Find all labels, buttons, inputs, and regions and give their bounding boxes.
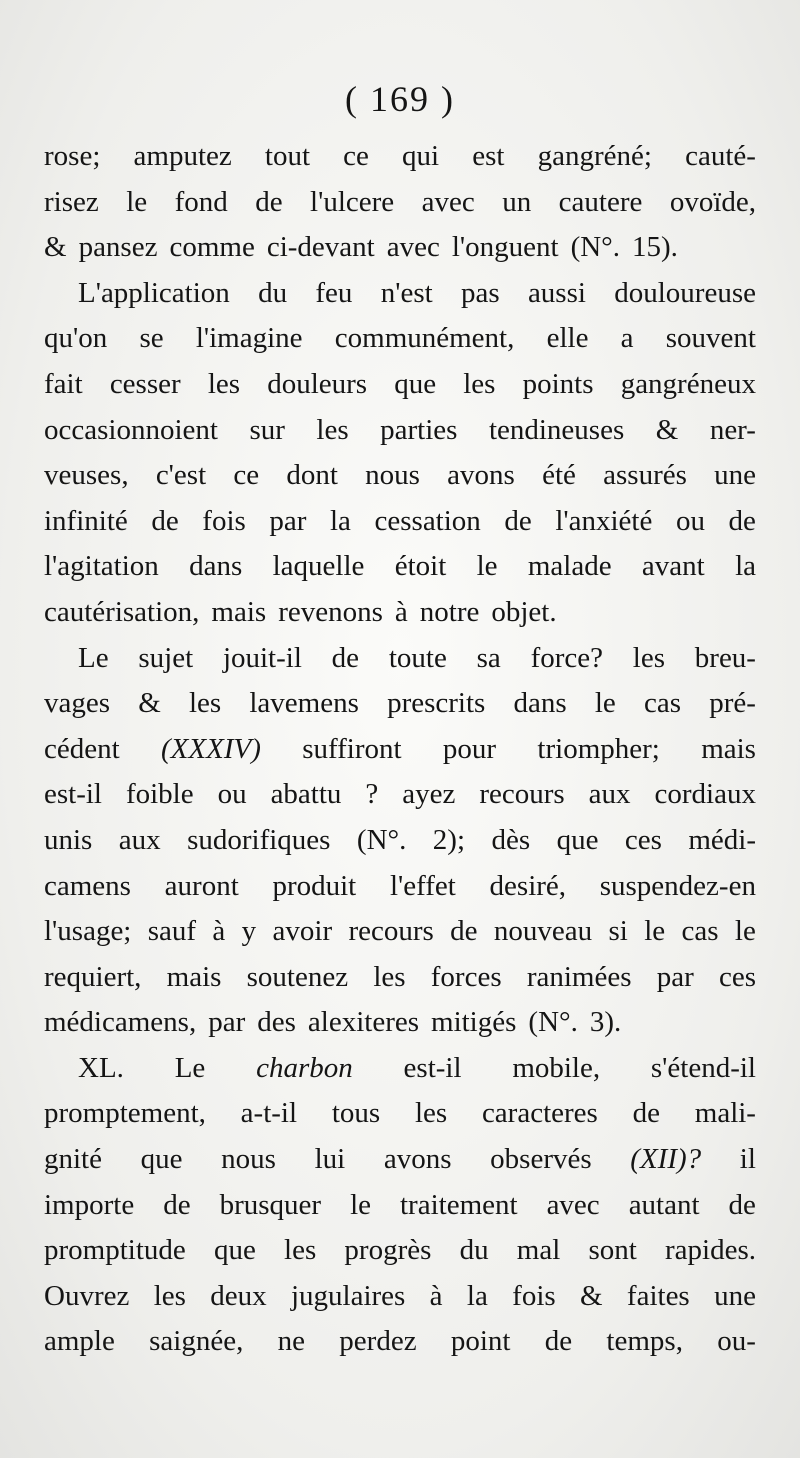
word: assurés	[603, 459, 687, 492]
word: pansez	[78, 231, 158, 264]
word: observés	[490, 1143, 592, 1176]
word: Le	[174, 1051, 206, 1084]
page-number: ( 169 )	[345, 79, 455, 119]
word: l'imagine	[195, 322, 303, 355]
word: parties	[380, 413, 458, 446]
text-line	[44, 590, 756, 636]
word: tendineuses	[488, 413, 625, 446]
word: recours	[479, 778, 565, 811]
word: à	[394, 595, 408, 628]
word: fois	[512, 1279, 556, 1312]
word: pour	[442, 732, 497, 765]
word: XL.	[78, 1051, 124, 1084]
paragraph-3	[44, 636, 756, 1046]
word: l'agitation	[44, 550, 159, 583]
word: recours	[348, 915, 434, 948]
word: ranimées	[526, 960, 632, 993]
word: temps,	[606, 1325, 683, 1358]
word: si	[608, 915, 628, 948]
word: requiert,	[44, 960, 142, 993]
word: sa	[476, 641, 501, 674]
word: il	[739, 1143, 756, 1176]
word: suffiront	[302, 732, 402, 765]
word: mais	[166, 960, 222, 993]
word: breu-	[694, 641, 756, 674]
word: de	[151, 504, 179, 537]
word: l'anxiété	[555, 504, 653, 537]
text-line	[44, 864, 756, 910]
word: du	[258, 276, 288, 309]
word: de	[331, 641, 360, 674]
word: unis	[44, 823, 93, 856]
word: mitigés	[431, 1006, 517, 1039]
word: mal	[516, 1234, 561, 1267]
word: &	[138, 687, 161, 720]
word: le	[644, 915, 666, 948]
word: &	[580, 1279, 603, 1312]
word: toute	[388, 641, 447, 674]
word: faites	[626, 1279, 690, 1312]
word: ce	[343, 140, 369, 172]
word: (XII)?	[630, 1143, 702, 1176]
word: fait	[44, 367, 83, 400]
word: (N°.	[528, 1006, 578, 1039]
word: 2);	[432, 823, 466, 856]
word: L'application	[78, 276, 230, 309]
word: lavemens	[249, 687, 359, 720]
word: ou-	[717, 1325, 756, 1358]
text-line	[44, 408, 756, 454]
word: jouit-il	[222, 641, 302, 674]
word: le	[594, 687, 616, 720]
word: infinité	[44, 504, 128, 537]
text-line	[44, 772, 756, 818]
word: prescrits	[387, 687, 486, 720]
word: médicamens,	[44, 1006, 197, 1039]
word: de	[450, 915, 478, 948]
word: ou	[217, 778, 247, 811]
text-line	[44, 955, 756, 1001]
word: y	[241, 915, 257, 948]
word: ample	[44, 1325, 115, 1358]
word: une	[714, 1279, 756, 1312]
word: point	[450, 1325, 511, 1358]
word: la	[735, 550, 756, 583]
word: s'étend-il	[650, 1051, 756, 1084]
text-line	[44, 727, 756, 773]
word: points	[522, 367, 594, 400]
word: ner-	[709, 413, 756, 446]
word: de	[632, 1097, 660, 1130]
word: avant	[641, 550, 705, 583]
word: gangréneux	[620, 367, 756, 400]
word: dans	[189, 550, 243, 583]
word: de	[255, 185, 283, 218]
word: mobile,	[512, 1051, 601, 1084]
word: les	[284, 1234, 317, 1267]
word: malade	[527, 550, 612, 583]
word: est-il	[44, 778, 102, 811]
word: a	[620, 322, 634, 355]
word: perdez	[339, 1325, 417, 1358]
word: comme	[169, 231, 255, 264]
word: tous	[331, 1097, 381, 1130]
word: cautérisation,	[44, 595, 200, 628]
word: ci-devant	[266, 231, 375, 264]
word: ces	[624, 823, 662, 856]
text-line	[44, 1183, 756, 1229]
word: médi-	[688, 823, 756, 856]
word: ayez	[402, 778, 456, 811]
word: cauté-	[685, 140, 756, 172]
word: alexiteres	[307, 1006, 420, 1039]
word: avoir	[272, 915, 333, 948]
word: douloureuse	[614, 276, 756, 309]
word: pré-	[709, 687, 756, 720]
word: les	[373, 960, 406, 993]
text-line	[44, 544, 756, 590]
word: nous	[365, 459, 420, 492]
word: aux	[118, 823, 161, 856]
word: que	[556, 823, 599, 856]
word: brusquer	[219, 1188, 322, 1221]
word: des	[257, 1006, 296, 1039]
word: le	[476, 550, 498, 583]
paragraph-1	[44, 134, 756, 271]
word: les	[463, 367, 496, 400]
word: rapides.	[665, 1234, 756, 1267]
text-line	[44, 316, 756, 362]
word: jugulaires	[290, 1279, 406, 1312]
text-line	[44, 681, 756, 727]
text-line	[44, 453, 756, 499]
word: de	[728, 1188, 756, 1221]
word: traitement	[400, 1188, 518, 1221]
text-line	[44, 225, 756, 271]
word: cordiaux	[654, 778, 756, 811]
word: gnité	[44, 1143, 102, 1176]
word: suspendez-en	[599, 869, 756, 902]
word: que	[213, 1234, 256, 1267]
text-line	[44, 499, 756, 545]
text-line	[44, 134, 756, 180]
text-line	[44, 1319, 756, 1365]
word: de	[504, 504, 532, 537]
word: par	[208, 1006, 246, 1039]
word: que	[140, 1143, 183, 1176]
word: avec	[386, 231, 440, 264]
word: un	[502, 185, 532, 218]
word: par	[269, 504, 307, 537]
word: les	[153, 1279, 186, 1312]
word: mais	[211, 595, 267, 628]
word: Ouvrez	[44, 1279, 130, 1312]
word: est-il	[403, 1051, 462, 1084]
paragraph-4	[44, 1046, 756, 1365]
word: dont	[286, 459, 338, 492]
text-line	[44, 180, 756, 226]
word: occasionnoient	[44, 413, 218, 446]
word: le	[126, 185, 148, 218]
text-line	[44, 1046, 756, 1092]
word: les	[414, 1097, 448, 1130]
word: sont	[588, 1234, 637, 1267]
word: le	[350, 1188, 371, 1221]
word: deux	[210, 1279, 267, 1312]
word: triompher;	[537, 732, 660, 765]
word: ?	[365, 778, 379, 811]
word: communément,	[334, 322, 515, 355]
word: autant	[628, 1188, 700, 1221]
text-line	[44, 909, 756, 955]
word: par	[656, 960, 694, 993]
word: gangréné;	[537, 140, 652, 172]
word: la	[329, 504, 351, 537]
word: &	[655, 413, 679, 446]
body-text	[44, 134, 756, 1365]
word: saignée,	[149, 1325, 244, 1358]
word: force?	[530, 641, 603, 674]
word: fois	[202, 504, 246, 537]
text-line	[44, 362, 756, 408]
word: étoit	[394, 550, 447, 583]
word: le	[734, 915, 756, 948]
word: les	[207, 367, 241, 400]
word: se	[139, 322, 164, 355]
word: nouveau	[493, 915, 593, 948]
word: camens	[44, 869, 131, 902]
word: sujet	[138, 641, 194, 674]
word: laquelle	[272, 550, 365, 583]
word: promptement,	[44, 1097, 206, 1130]
word: de	[544, 1325, 573, 1358]
text-line	[44, 818, 756, 864]
word: l'usage;	[44, 915, 132, 948]
word: vages	[44, 687, 111, 720]
word: l'onguent	[451, 231, 559, 264]
word: dès	[491, 823, 531, 856]
word: a-t-il	[240, 1097, 298, 1130]
word: ovoïde,	[669, 185, 756, 218]
word: ou	[675, 504, 705, 537]
word: aussi	[527, 276, 586, 309]
word: mais	[701, 732, 756, 765]
word: ce	[233, 459, 260, 492]
word: pas	[460, 276, 500, 309]
word: l'ulcere	[310, 185, 395, 218]
word: desiré,	[489, 869, 567, 902]
word: cautere	[558, 185, 643, 218]
word: rose;	[44, 140, 101, 172]
word: dans	[513, 687, 567, 720]
word: cessation	[374, 504, 481, 537]
word: de	[728, 504, 756, 537]
word: veuses,	[44, 459, 129, 492]
word: elle	[546, 322, 589, 355]
word: été	[542, 459, 576, 492]
word: cesser	[109, 367, 181, 400]
word: que	[394, 367, 437, 400]
word: mali-	[694, 1097, 756, 1130]
word: notre	[419, 595, 480, 628]
paragraph-2	[44, 271, 756, 636]
word: soutenez	[246, 960, 349, 993]
word: de	[163, 1188, 191, 1221]
word: cas	[644, 687, 682, 720]
word: charbon	[256, 1051, 353, 1084]
word: avec	[421, 185, 475, 218]
text-line	[44, 636, 756, 682]
word: les	[188, 687, 222, 720]
word: du	[459, 1234, 489, 1267]
text-line	[44, 1000, 756, 1046]
word: fond	[174, 185, 228, 218]
word: c'est	[155, 459, 207, 492]
word: foible	[125, 778, 194, 811]
text-line	[44, 271, 756, 317]
word: tout	[264, 140, 311, 172]
word: la	[466, 1279, 488, 1312]
word: cédent	[44, 732, 120, 765]
word: avec	[546, 1188, 600, 1221]
text-line	[44, 1274, 756, 1320]
word: avons	[447, 459, 515, 492]
word: sur	[249, 413, 285, 446]
word: l'effet	[389, 869, 456, 902]
word: les	[316, 413, 349, 446]
word: les	[632, 641, 665, 674]
word: souvent	[665, 322, 756, 355]
word: Le	[78, 641, 109, 674]
word: qu'on	[44, 322, 108, 355]
text-line	[44, 1137, 756, 1183]
word: aux	[588, 778, 631, 811]
text-line	[44, 1228, 756, 1274]
word: ne	[277, 1325, 306, 1358]
word: amputez	[133, 140, 232, 172]
word: auront	[164, 869, 239, 902]
word: risez	[44, 185, 99, 218]
word: qui	[402, 140, 440, 172]
word: abattu	[270, 778, 342, 811]
word: à	[429, 1279, 443, 1312]
word: sauf	[147, 915, 197, 948]
word: une	[714, 459, 756, 492]
word: 15).	[632, 231, 678, 264]
word: revenons	[278, 595, 383, 628]
word: produit	[272, 869, 357, 902]
word: &	[44, 231, 67, 264]
word: objet.	[491, 595, 557, 628]
word: nous	[221, 1143, 276, 1176]
word: (N°.	[570, 231, 621, 264]
word: promptitude	[44, 1234, 186, 1267]
word: n'est	[380, 276, 433, 309]
word: lui	[314, 1143, 346, 1176]
word: ces	[718, 960, 756, 993]
word: forces	[430, 960, 502, 993]
word: douleurs	[267, 367, 368, 400]
word: feu	[315, 276, 353, 309]
word: importe	[44, 1188, 135, 1221]
word: caracteres	[481, 1097, 598, 1130]
word: sudorifiques	[187, 823, 331, 856]
word: à	[212, 915, 226, 948]
word: progrès	[344, 1234, 432, 1267]
word: cas	[681, 915, 719, 948]
word: 3).	[589, 1006, 622, 1039]
word: (XXXIV)	[161, 732, 261, 765]
word: (N°.	[356, 823, 407, 856]
word: avons	[383, 1143, 452, 1176]
text-line	[44, 1091, 756, 1137]
word: est	[472, 140, 505, 172]
